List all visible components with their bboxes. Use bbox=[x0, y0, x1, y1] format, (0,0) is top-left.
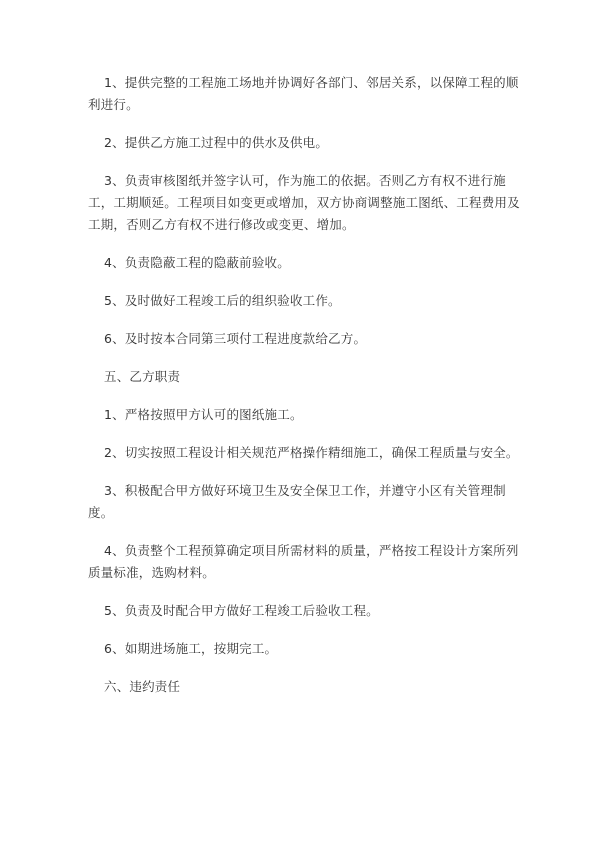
clause-party-b-4: 4、负责整个工程预算确定项目所需材料的质量，严格按工程设计方案所列质量标准，选购材料。 bbox=[88, 543, 519, 580]
clause-party-a-1: 1、提供完整的工程施工场地并协调好各部门、邻居关系，以保障工程的顺利进行。 bbox=[88, 75, 519, 112]
clause-party-b-3: 3、积极配合甲方做好环境卫生及安全保卫工作，并遵守小区有关管理制度。 bbox=[88, 483, 506, 520]
clause-party-b-1: 1、严格按照甲方认可的图纸施工。 bbox=[104, 407, 303, 422]
clause-party-b-2: 2、切实按照工程设计相关规范严格操作精细施工，确保工程质量与安全。 bbox=[104, 445, 519, 460]
clause-party-a-3: 3、负责审核图纸并签字认可，作为施工的依据。否则乙方有权不进行施工，工期顺延。工程项目如变更或增加，双方协商调整施工图纸、工程费用及工期，否则乙方有权不进行修改或变更、增加。 bbox=[88, 173, 520, 232]
section-heading-party-b-duties: 五、乙方职责 bbox=[104, 369, 181, 384]
clause-party-a-2: 2、提供乙方施工过程中的供水及供电。 bbox=[104, 135, 329, 150]
clause-party-a-6: 6、及时按本合同第三项付工程进度款给乙方。 bbox=[104, 331, 367, 346]
section-heading-breach-liability: 六、违约责任 bbox=[104, 679, 181, 694]
clause-party-a-4: 4、负责隐蔽工程的隐蔽前验收。 bbox=[104, 255, 290, 270]
clause-party-b-6: 6、如期进场施工，按期完工。 bbox=[104, 641, 278, 656]
clause-party-b-5: 5、负责及时配合甲方做好工程竣工后验收工程。 bbox=[104, 603, 379, 618]
clause-party-a-5: 5、及时做好工程竣工后的组织验收工作。 bbox=[104, 293, 341, 308]
document-body bbox=[88, 72, 520, 714]
